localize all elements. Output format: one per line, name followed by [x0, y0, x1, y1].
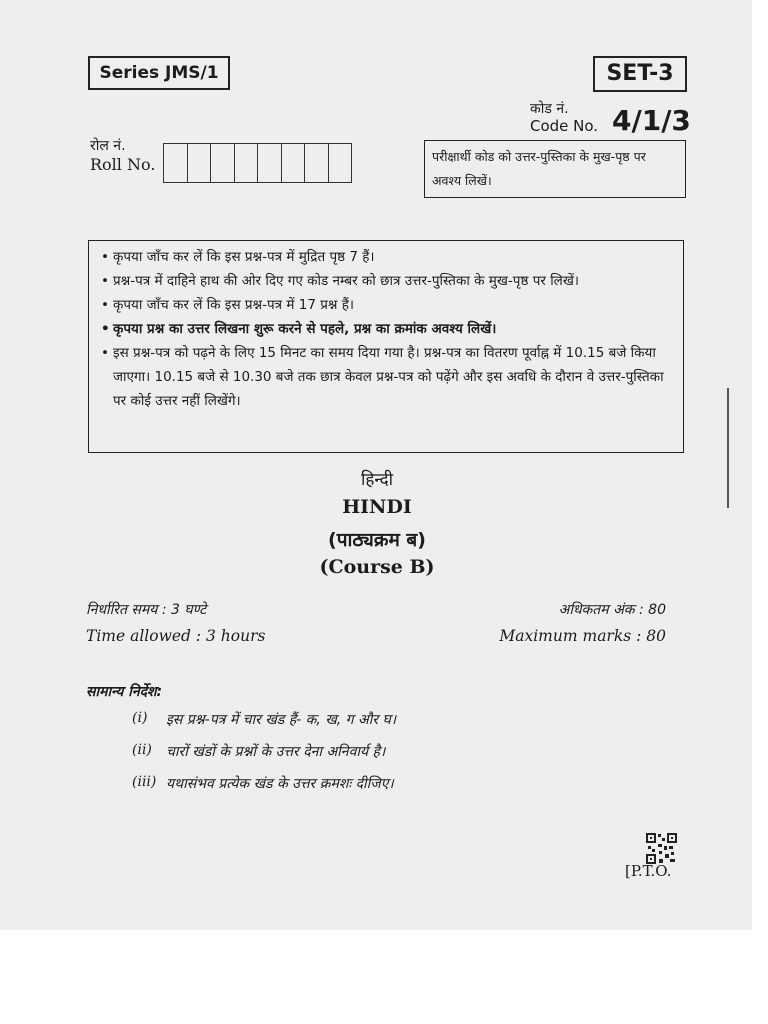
max-marks-english: Maximum marks : 80 — [499, 627, 666, 645]
max-marks-hindi: अधिकतम अंक : 80 — [558, 602, 666, 618]
item-text: यथासंभव प्रत्येक खंड के उत्तर क्रमशः दीजिए। — [166, 776, 394, 792]
candidate-code-note: परीक्षार्थी कोड को उत्तर-पुस्तिका के मुख-पृष्ठ पर अवश्य लिखें। — [424, 140, 686, 198]
qr-code-icon — [645, 832, 678, 865]
general-instructions-heading: सामान्य निर्देश: — [86, 684, 163, 700]
roll-label-hindi: रोल नं. — [90, 138, 126, 154]
roll-digit-box[interactable] — [305, 144, 329, 182]
roll-digit-box[interactable] — [235, 144, 259, 182]
course-label-english: (Course B) — [319, 556, 435, 578]
code-label-english: Code No. — [530, 117, 599, 135]
subject-title-hindi: हिन्दी — [360, 470, 394, 490]
item-text: इस प्रश्न-पत्र में चार खंड हैं- क, ख, ग और घ। — [166, 712, 397, 728]
roll-label-english: Roll No. — [90, 155, 156, 174]
roll-digit-box[interactable] — [164, 144, 188, 182]
course-label-hindi: (पाठ्यक्रम ब) — [328, 529, 426, 551]
instruction-item: • कृपया जाँच कर लें कि इस प्रश्न-पत्र में 17 प्रश्न हैं। — [101, 293, 675, 317]
roll-digit-box[interactable] — [188, 144, 212, 182]
roll-digit-box[interactable] — [282, 144, 306, 182]
set-label: SET-3 — [593, 56, 687, 92]
roll-digit-box[interactable] — [211, 144, 235, 182]
general-instruction-item — [132, 742, 396, 774]
general-instructions-list — [132, 710, 396, 806]
item-number: (i) — [132, 710, 148, 726]
instruction-item: • प्रश्न-पत्र में दाहिने हाथ की ओर दिए गए कोड नम्बर को छात्र उत्तर-पुस्तिका के मुख-पृष्ठ पर लिखें। — [101, 269, 675, 293]
instructions-box — [88, 240, 684, 453]
time-allowed-hindi: निर्धारित समय : 3 घण्टे — [86, 602, 207, 618]
code-label-hindi: कोड नं. — [530, 101, 569, 117]
item-text: चारों खंडों के प्रश्नों के उत्तर देना अनिवार्य है। — [166, 744, 386, 760]
instruction-item: • कृपया जाँच कर लें कि इस प्रश्न-पत्र में मुद्रित पृष्ठ 7 हैं। — [101, 245, 675, 269]
roll-number-grid[interactable] — [163, 143, 352, 183]
please-turn-over: [P.T.O. — [625, 862, 672, 880]
instruction-item: • कृपया प्रश्न का उत्तर लिखना शुरू करने से पहले, प्रश्न का क्रमांक अवश्य लिखें। — [101, 317, 675, 341]
instruction-item: • इस प्रश्न-पत्र को पढ़ने के लिए 15 मिनट का समय दिया गया है। प्रश्न-पत्र का वितरण पूर्वाह्न में 10.15 बजे किया जाएगा। 10.15 बजे से 10.30 बजे तक छात्र केवल प्रश्न-पत्र को पढ़ेंगे और इस अवधि के दौरान वे उत्तर-पुस्तिका पर कोई उत्तर नहीं लिखेंगे। — [101, 341, 675, 413]
edge-mark — [727, 388, 729, 508]
roll-digit-box[interactable] — [258, 144, 282, 182]
general-instruction-item — [132, 774, 396, 806]
code-number: 4/1/3 — [612, 104, 691, 137]
series-label: Series JMS/1 — [88, 56, 230, 90]
subject-title-english: HINDI — [342, 496, 412, 518]
time-allowed-english: Time allowed : 3 hours — [86, 627, 266, 645]
general-instruction-item — [132, 710, 396, 742]
roll-digit-box[interactable] — [329, 144, 352, 182]
item-number: (ii) — [132, 742, 152, 758]
item-number: (iii) — [132, 774, 157, 790]
